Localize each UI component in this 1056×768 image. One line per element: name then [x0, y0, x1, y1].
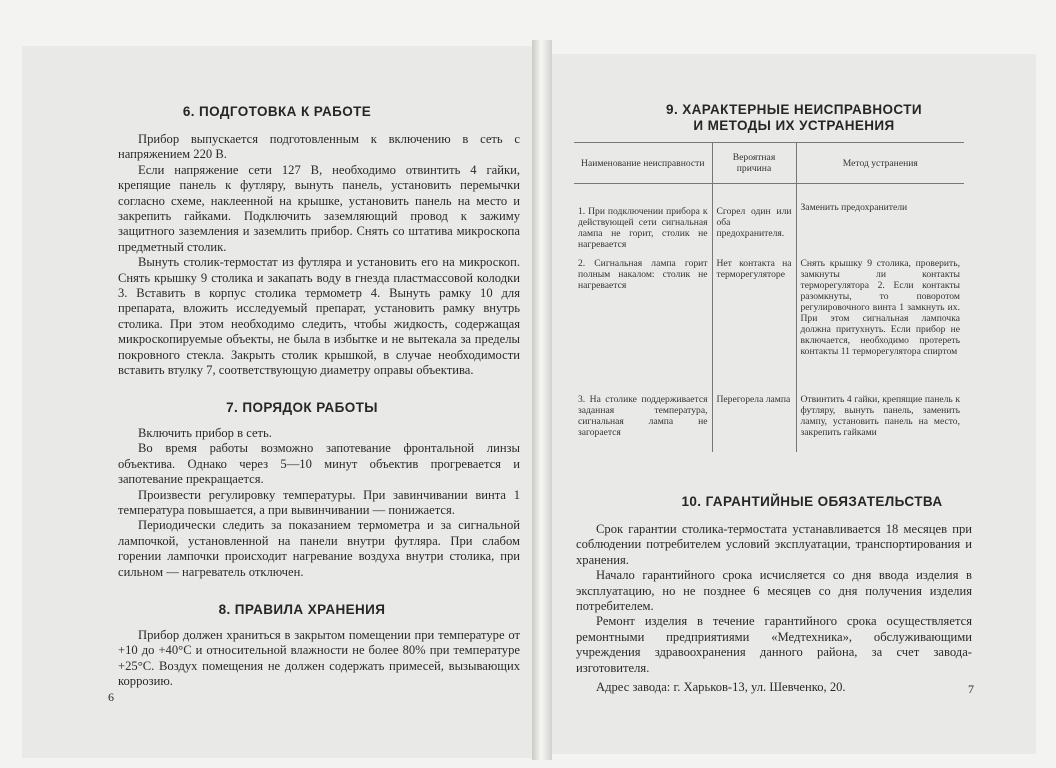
faults-table	[574, 143, 964, 452]
table-cell: Снять крышку 9 столика, проверить, замкнуты ли контакты терморегулятора 2. Если контакты разомкнуты, то поворотом регулировочного винта 1 замкнуть их. При этом сигнальная лампочка должна притухнуть. Если прибор не включается, необходимо протереть контакты 11 терморегулятора спиртом	[796, 254, 964, 390]
paragraph: Вынуть столик-термостат из футляра и установить его на микроскоп. Снять крышку 9 столика и закапать воду в гнезда пластмассовой колодки 3. Вставить в корпус столика термометр 4. Вынуть рамку 10 для препарата, вложить исследуемый препарат, установить рамку внутрь столика. При этом необходимо следить, чтобы жидкость, содержащая микроскопируемые объекты, не была в избытке и не вытекала за пределы покровного стекла. Закрыть столик крышкой, в случае необходимости вставить втулку 7, соответствующую диаметру оправы объектива.	[118, 255, 520, 378]
section-7-title: 7. ПОРЯДОК РАБОТЫ	[226, 400, 378, 415]
table-cell: Перегорела лампа	[712, 390, 796, 452]
table-header-row	[574, 143, 964, 184]
table-row	[574, 390, 964, 452]
paragraph: Адрес завода: г. Харьков-13, ул. Шевченко, 20.	[596, 680, 846, 695]
table-cell: Заменить предохранители	[796, 184, 964, 255]
table-row	[574, 184, 964, 255]
column-header: Наименование неисправности	[574, 143, 712, 184]
table-row	[574, 254, 964, 390]
page-number: 7	[968, 682, 974, 696]
section-6-body	[118, 132, 520, 379]
column-header: Вероятная причина	[712, 143, 796, 184]
paragraph: Включить прибор в сеть.	[138, 426, 272, 440]
paragraph: Во время работы возможно запотевание фронтальной линзы объектива. Однако через 5—10 минут объектив прогревается и запотевание прекращается.	[118, 441, 520, 487]
table-cell: 3. На столике поддерживается заданная температура, сигнальная лампа не загорается	[578, 394, 708, 438]
section-10-title: 10. ГАРАНТИЙНЫЕ ОБЯЗАТЕЛЬСТВА	[681, 494, 943, 509]
paragraph: Начало гарантийного срока исчисляется со дня ввода изделия в эксплуатацию, но не позднее 6 месяцев со дня получения изделия потребителем.	[576, 568, 972, 614]
table-cell: Сгорел один или оба предохранителя.	[712, 184, 796, 255]
section-7-body	[118, 426, 520, 580]
table-cell: 1. При подключении прибора к действующей сети сигнальная лампа не горит, столик не нагревается	[578, 206, 708, 250]
table-cell: Нет контакта на терморегуляторе	[712, 254, 796, 390]
section-9-title	[552, 102, 1036, 134]
section-8-title: 8. ПРАВИЛА ХРАНЕНИЯ	[218, 602, 386, 617]
section-6-title: 6. ПОДГОТОВКА К РАБОТЕ	[182, 104, 372, 119]
page-number: 6	[108, 690, 114, 704]
section-9-title-line-1: 9. ХАРАКТЕРНЫЕ НЕИСПРАВНОСТИ	[666, 102, 922, 117]
section-10-body	[576, 522, 972, 695]
right-page	[552, 54, 1036, 754]
table-cell: 2. Сигнальная лампа горит полным накалом: столик не нагревается	[578, 258, 708, 291]
paragraph: Прибор должен храниться в закрытом помещении при температуре от +10 до +40°С и относительной влажности не более 80% при температуре +25°С. Воздух помещения не должен содержать примесей, вызывающих коррозию.	[118, 628, 520, 689]
paragraph: Произвести регулировку температуры. При завинчивании винта 1 температура повышается, а при вывинчивании — понижается.	[118, 487, 520, 518]
paragraph: Периодически следить за показанием термометра и за сигнальной лампочкой, установленной на панели внутри футляра. При слабом горении лампочки происходит нагревание воздуха внутри столика, при сильном — нагреватель отключен.	[118, 518, 520, 579]
section-8-body	[118, 628, 520, 690]
paragraph: Срок гарантии столика-термостата устанавливается 18 месяцев при соблюдении потребителем условий эксплуатации, транспортирования и хранения.	[576, 522, 972, 567]
paragraph: Если напряжение сети 127 В, необходимо отвинтить 4 гайки, крепящие панель к футляру, вынуть панель, установить перемычки согласно схеме, наклеенной на крышке, установить панель на место и закрепить гайками. Подключить заземляющий провод к зажиму защитного заземления и заземлить прибор. Снять со штатива микроскопа предметный столик.	[118, 162, 520, 254]
column-header: Метод устранения	[796, 143, 964, 184]
paragraph: Ремонт изделия в течение гарантийного срока осуществляется ремонтными предприятиями «Медтехника», обслуживающими учреждения здравоохранения данного района, за счет завода-изготовителя.	[576, 614, 972, 675]
section-9-title-line-2: И МЕТОДЫ ИХ УСТРАНЕНИЯ	[693, 118, 895, 133]
left-page	[22, 46, 532, 758]
table-cell: Отвинтить 4 гайки, крепящие панель к футляру, вынуть панель, заменить лампу, установить панель на место, закрепить гайками	[796, 390, 964, 452]
paragraph: Прибор выпускается подготовленным к включению в сеть с напряжением 220 В.	[118, 132, 520, 162]
